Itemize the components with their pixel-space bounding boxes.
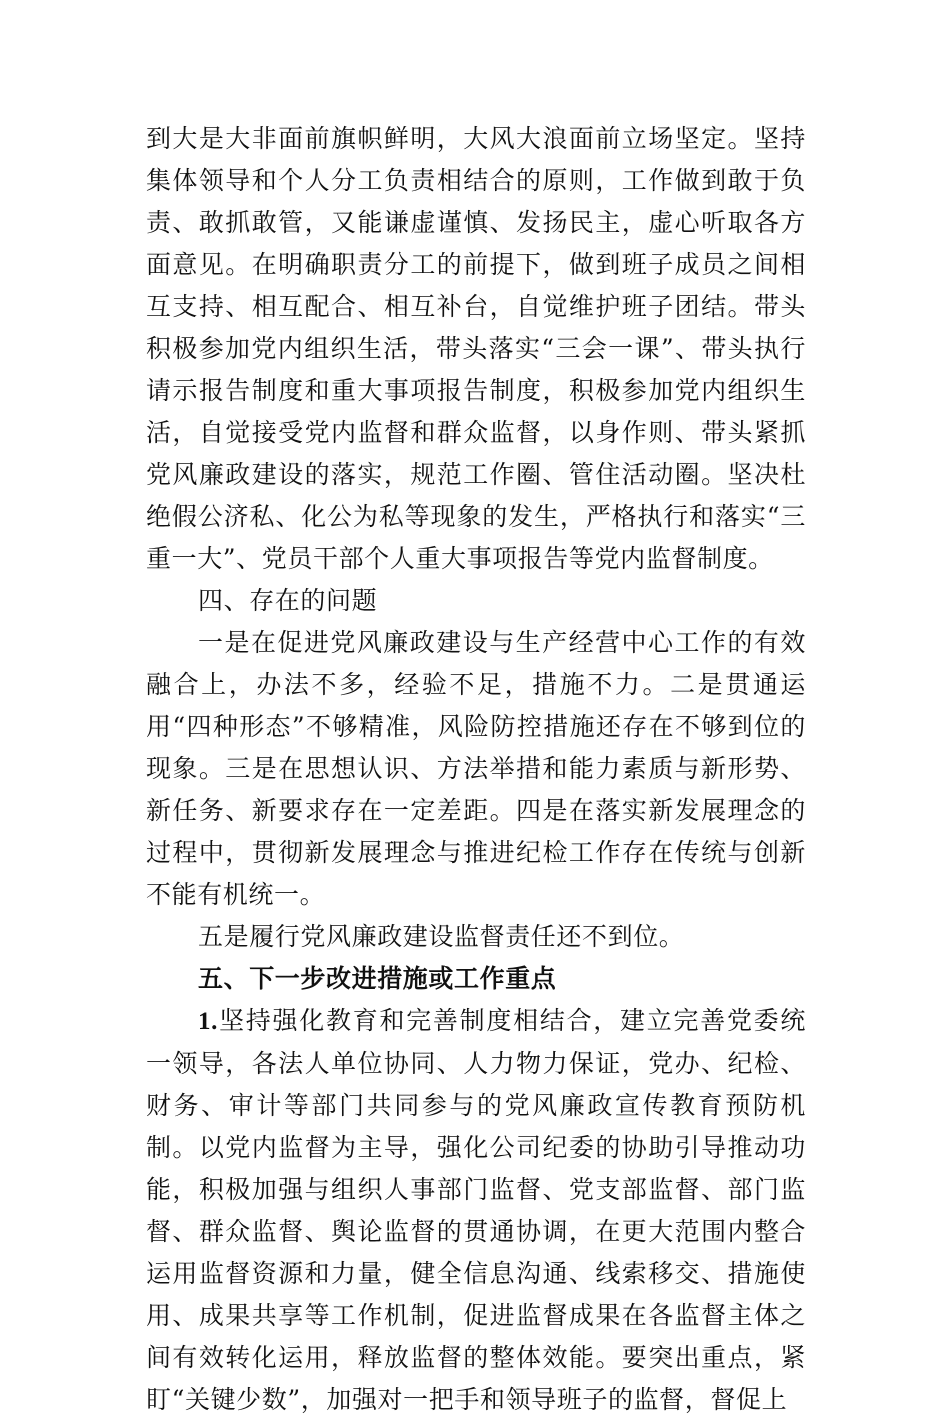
paragraph-item-1 xyxy=(146,1000,806,1421)
section-heading-problems: 四、存在的问题 xyxy=(198,586,378,615)
paragraph-problem-five: 五是履行党风廉政建设监督责任还不到位。 xyxy=(198,922,685,951)
paragraph-problems: 一是在促进党风廉政建设与生产经营中心工作的有效融合上，办法不多，经验不足，措施不力。二是贯通运用“四种形态”不够精准，风险防控措施还存在不够到位的现象。三是在思想认识、方法举措和能力素质与新形势、新任务、新要求存在一定差距。四是在落实新发展理念的过程中，贯彻新发展理念与推进纪检工作存在传统与创新不能有机统一。 xyxy=(146,628,806,909)
item-number: 1. xyxy=(198,1008,218,1035)
document-body xyxy=(146,118,806,1421)
item-text: 坚持强化教育和完善制度相结合，建立完善党委统一领导，各法人单位协同、人力物力保证，党办、纪检、财务、审计等部门共同参与的党风廉政宣传教育预防机制。以党内监督为主导，强化公司纪委的协助引导推动功能，积极加强与组织人事部门监督、党支部监督、部门监督、群众监督、舆论监督的贯通协调，在更大范围内整合运用监督资源和力量，健全信息沟通、线索移交、措施使用、成果共享等工作机制，促进监督成果在各监督主体之间有效转化运用，释放监督的整体效能。要突出重点，紧盯“关键少数”，加强对一把手和领导班子的监督，督促上 xyxy=(146,1006,806,1414)
paragraph-leadership: 到大是大非面前旗帜鲜明，大风大浪面前立场坚定。坚持集体领导和个人分工负责相结合的原则，工作做到敢于负责、敢抓敢管，又能谦虚谨慎、发扬民主，虚心听取各方面意见。在明确职责分工的前提下，做到班子成员之间相互支持、相互配合、相互补台，自觉维护班子团结。带头积极参加党内组织生活，带头落实“三会一课”、带头执行请示报告制度和重大事项报告制度，积极参加党内组织生活，自觉接受党内监督和群众监督，以身作则、带头紧抓党风廉政建设的落实，规范工作圈、管住活动圈。坚决杜绝假公济私、化公为私等现象的发生，严格执行和落实“三重一大”、党员干部个人重大事项报告等党内监督制度。 xyxy=(146,124,806,573)
section-heading-next-steps: 五、下一步改进措施或工作重点 xyxy=(198,964,557,993)
